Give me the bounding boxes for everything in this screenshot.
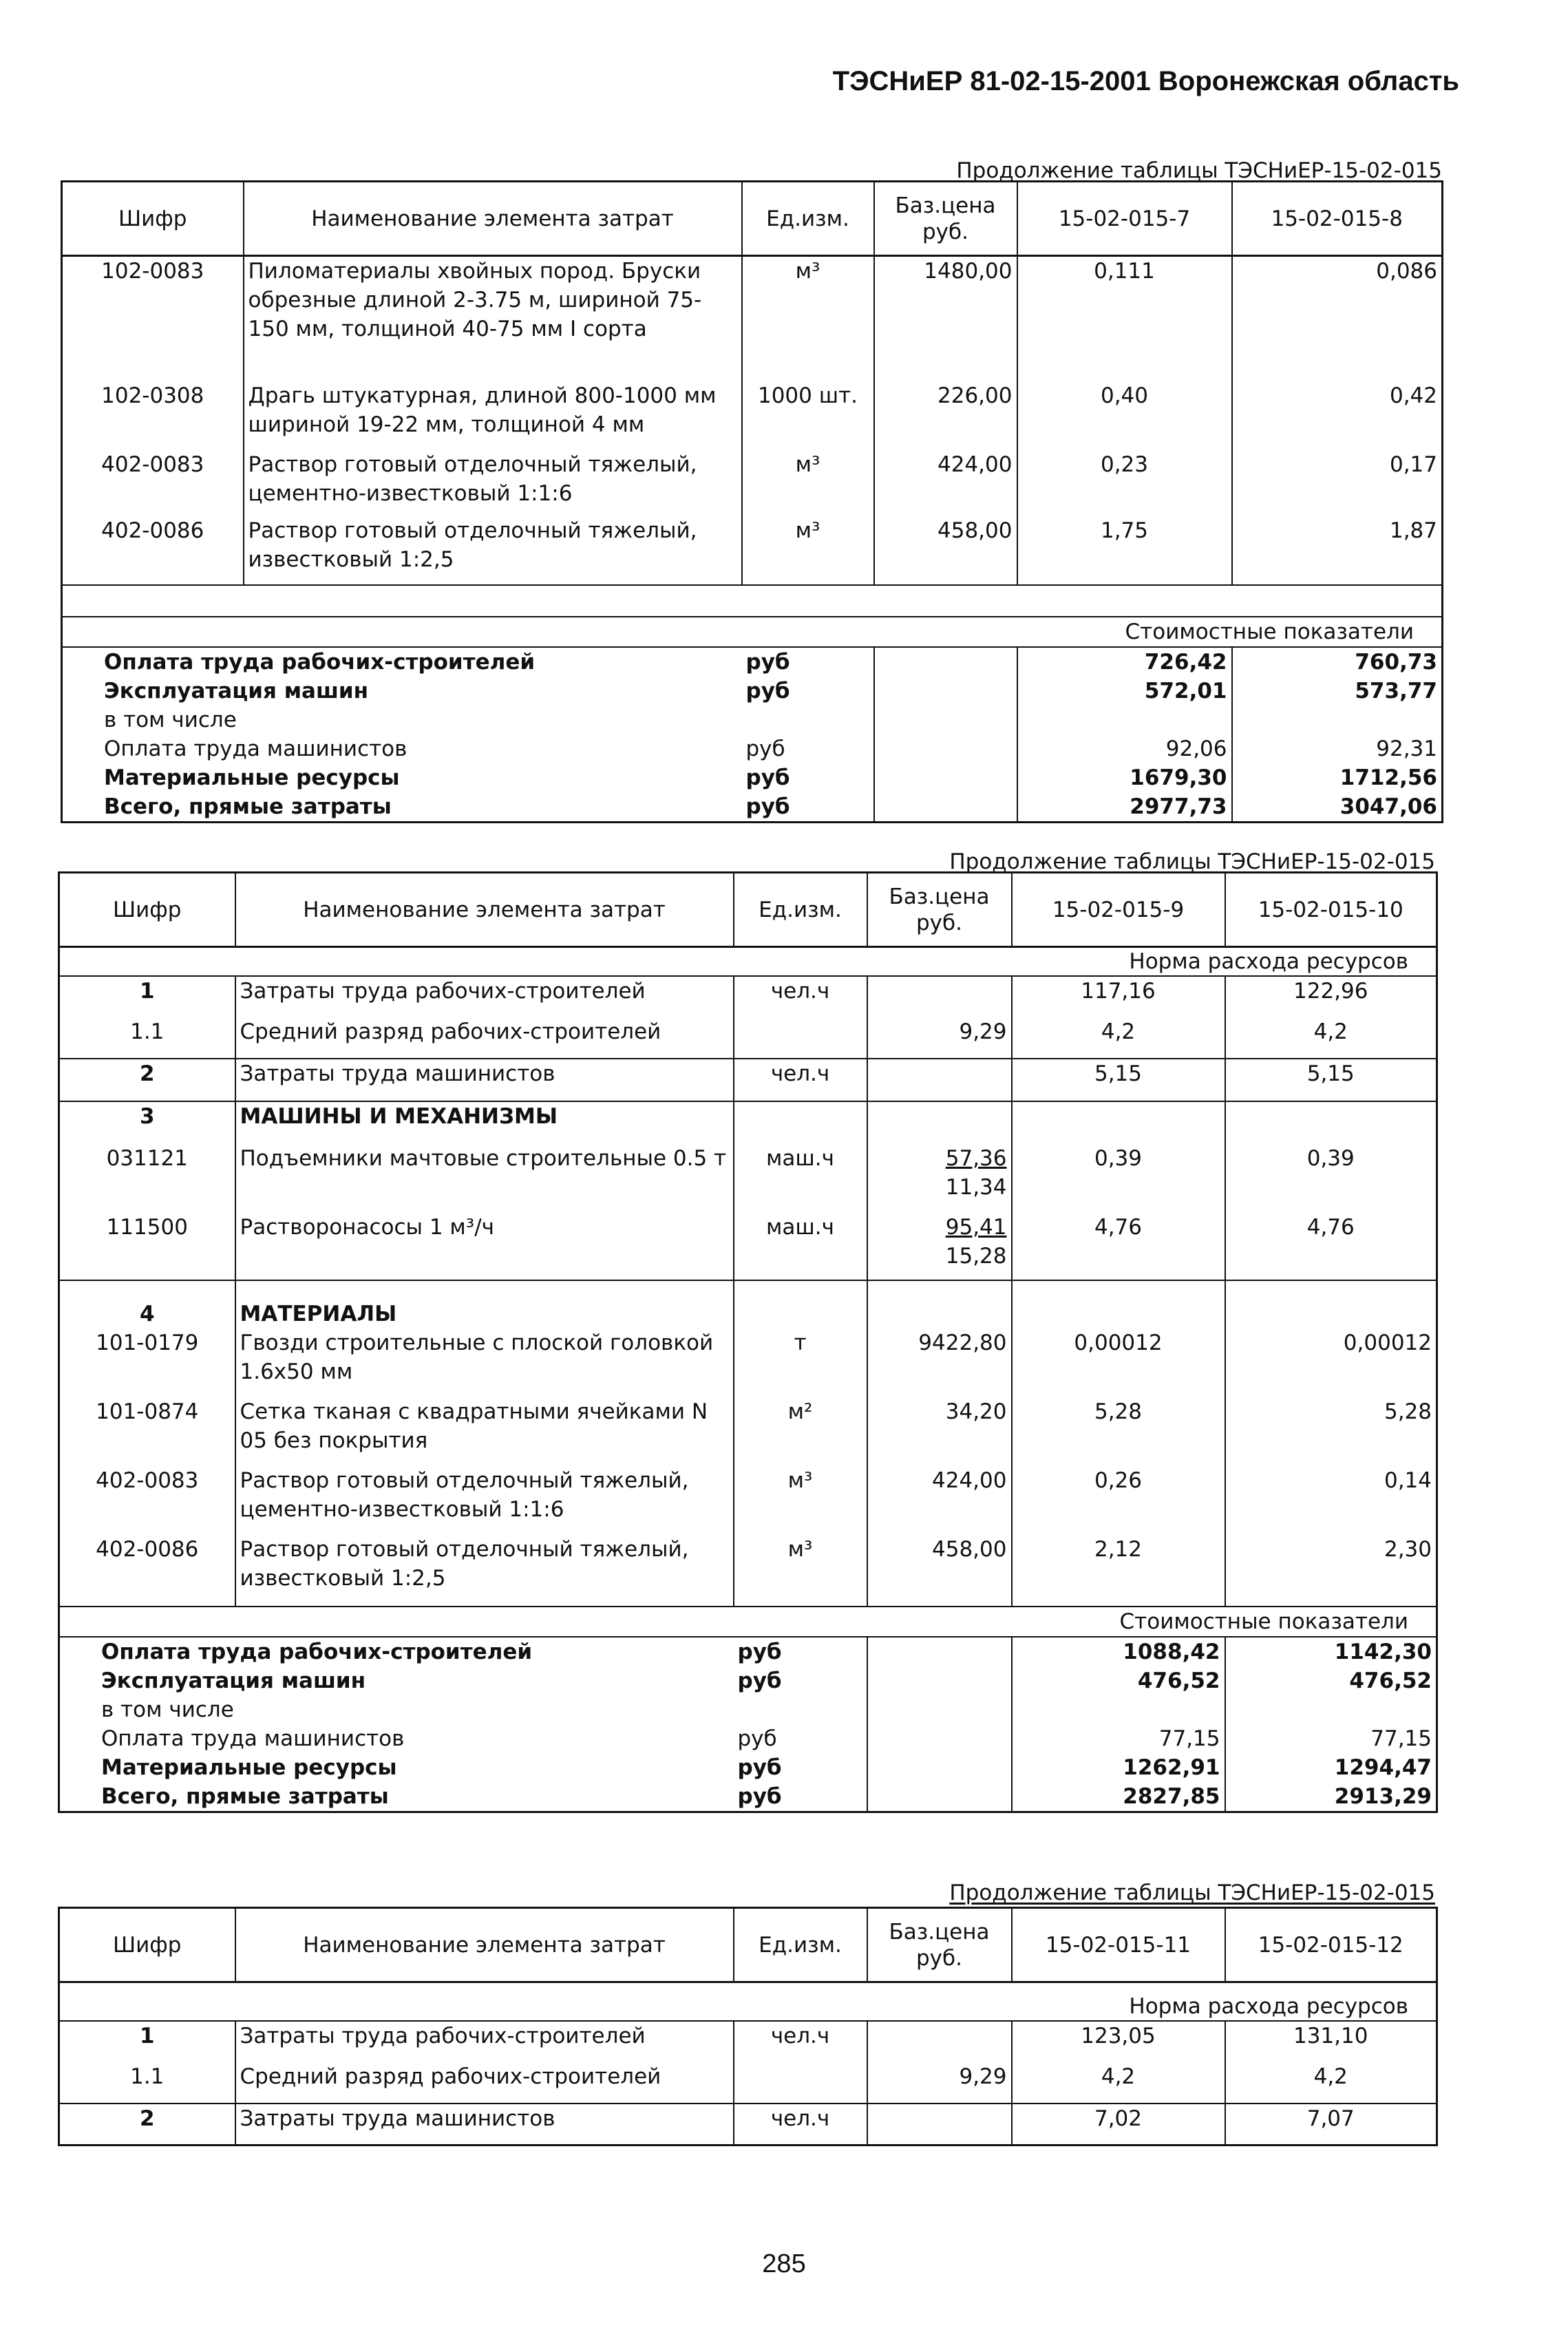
row-value-2: 1,87	[1232, 516, 1443, 585]
cost-value-2: 92,31	[1232, 734, 1443, 763]
cost-label: Всего, прямые затраты	[104, 794, 392, 819]
row-name: Гвозди строительные с плоской головкой 1.6х50 мм	[235, 1328, 734, 1397]
row-value-1: 0,00012	[1012, 1328, 1225, 1397]
row-value-2: 0,42	[1232, 381, 1443, 450]
row-unit: м³	[742, 256, 874, 381]
cost-value-2: 1294,47	[1225, 1753, 1437, 1782]
table-row	[59, 1213, 1437, 1280]
cost-value-1: 1679,30	[1017, 763, 1232, 792]
row-price	[867, 2104, 1012, 2145]
cost-value-1: 92,06	[1017, 734, 1232, 763]
row-value-2: 0,14	[1225, 1466, 1437, 1535]
cost-value-1: 2827,85	[1012, 1782, 1225, 1812]
cost-row	[59, 1666, 1437, 1695]
row-code: 402-0083	[96, 1468, 199, 1493]
row-value-2: 4,2	[1225, 1017, 1437, 1059]
row-code: 1	[59, 976, 235, 1017]
cost-value-2: 476,52	[1225, 1666, 1437, 1695]
row-value-1: 0,26	[1012, 1466, 1225, 1535]
row-code: 1	[59, 2021, 235, 2062]
cost-value-2: 1712,56	[1232, 763, 1443, 792]
section-title: МАТЕРИАЛЫ	[235, 1280, 734, 1328]
cost-row	[62, 734, 1443, 763]
row-value-1: 117,16	[1012, 976, 1225, 1017]
cost-value-2: 3047,06	[1232, 792, 1443, 823]
row-name: Затраты труда машинистов	[235, 2104, 734, 2145]
table1-head-unit: Ед.изм.	[742, 182, 874, 256]
row-unit: м³	[742, 450, 874, 516]
cost-row	[62, 763, 1443, 792]
table1-head-price: Баз.цена руб.	[874, 182, 1017, 256]
table-row	[59, 2104, 1437, 2145]
row-name: Пиломатериалы хвойных пород. Бруски обрезные длиной 2-3.75 м, шириной 75-150 мм, толщиной 40-75 мм I сорта	[244, 256, 742, 381]
table1-head-col2: 15-02-015-8	[1232, 182, 1443, 256]
row-price: 34,20	[867, 1397, 1012, 1466]
row-name: Средний разряд рабочих-строителей	[235, 1017, 734, 1059]
table2-head-code: Шифр	[59, 873, 235, 947]
row-value-1: 0,23	[1017, 450, 1232, 516]
row-value-2: 5,28	[1225, 1397, 1437, 1466]
row-unit	[734, 1017, 867, 1059]
cost-row	[59, 1753, 1437, 1782]
table3-head-col1: 15-02-015-11	[1012, 1908, 1225, 1982]
table2-head-unit: Ед.изм.	[734, 873, 867, 947]
norm-band	[59, 1982, 1437, 2022]
row-code: 2	[59, 2104, 235, 2145]
row-price: 9422,80	[867, 1328, 1012, 1397]
section-row	[59, 1101, 1437, 1144]
table-row	[59, 1466, 1437, 1535]
cost-row	[59, 1637, 1437, 1666]
cost-unit: руб	[737, 1726, 777, 1751]
row-unit: чел.ч	[734, 2021, 867, 2062]
section-row	[59, 1280, 1437, 1328]
cost-value-2: 77,15	[1225, 1724, 1437, 1753]
row-code: 1.1	[130, 2064, 165, 2089]
row-name: Раствор готовый отделочный тяжелый, цементно-известковый 1:1:6	[244, 450, 742, 516]
cost-band-label-row	[62, 617, 1443, 647]
cost-value-2: 573,77	[1232, 677, 1443, 706]
row-code: 031121	[106, 1146, 188, 1171]
row-code: 402-0086	[101, 518, 204, 543]
row-name: Затраты труда машинистов	[235, 1059, 734, 1101]
row-name: Сетка тканая с квадратными ячейками N 05 без покрытия	[235, 1397, 734, 1466]
row-unit	[734, 2062, 867, 2104]
row-code: 402-0083	[101, 452, 204, 477]
table2-head-name: Наименование элемента затрат	[235, 873, 734, 947]
row-value-2: 5,15	[1225, 1059, 1437, 1101]
row-value-2: 4,2	[1225, 2062, 1437, 2104]
row-unit: м³	[734, 1466, 867, 1535]
row-unit: маш.ч	[734, 1144, 867, 1213]
row-unit: чел.ч	[734, 2104, 867, 2145]
cost-label: Эксплуатация машин	[101, 1668, 366, 1693]
row-name: Затраты труда рабочих-строителей	[235, 2021, 734, 2062]
row-value-1: 123,05	[1012, 2021, 1225, 2062]
cost-row	[62, 647, 1443, 677]
cost-label: Материальные ресурсы	[104, 765, 400, 790]
row-value-2: 131,10	[1225, 2021, 1437, 2062]
section-code: 3	[59, 1101, 235, 1144]
row-unit: т	[734, 1328, 867, 1397]
cost-value-1: 476,52	[1012, 1666, 1225, 1695]
row-name: Драгь штукатурная, длиной 800-1000 мм шириной 19-22 мм, толщиной 4 мм	[244, 381, 742, 450]
cost-unit: руб	[745, 794, 790, 819]
table-row	[59, 2062, 1437, 2104]
row-value-2: 7,07	[1225, 2104, 1437, 2145]
table-row	[59, 1017, 1437, 1059]
row-name: Растворонасосы 1 м³/ч	[235, 1213, 734, 1280]
cost-row	[59, 1695, 1437, 1724]
cost-label: Оплата труда машинистов	[104, 736, 407, 761]
cost-label: Эксплуатация машин	[104, 678, 369, 703]
row-price: 1480,00	[874, 256, 1017, 381]
row-price: 458,00	[874, 516, 1017, 585]
row-value-1: 7,02	[1012, 2104, 1225, 2145]
row-code: 102-0308	[101, 383, 204, 408]
cost-row	[62, 706, 1443, 734]
row-unit: м³	[742, 516, 874, 585]
row-value-2: 4,76	[1225, 1213, 1437, 1280]
row-value-1: 2,12	[1012, 1535, 1225, 1607]
row-value-1: 5,28	[1012, 1397, 1225, 1466]
row-code: 111500	[106, 1215, 188, 1240]
table3-head-name: Наименование элемента затрат	[235, 1908, 734, 1982]
row-price: 458,00	[867, 1535, 1012, 1607]
table-row	[59, 1059, 1437, 1101]
table2-head-col1: 15-02-015-9	[1012, 873, 1225, 947]
row-unit: 1000 шт.	[742, 381, 874, 450]
table-row	[62, 516, 1443, 585]
row-unit: м³	[734, 1535, 867, 1607]
row-value-1: 0,111	[1017, 256, 1232, 381]
table1-head-col1: 15-02-015-7	[1017, 182, 1232, 256]
row-value-1: 4,76	[1012, 1213, 1225, 1280]
row-value-1: 4,2	[1012, 1017, 1225, 1059]
table-row	[62, 450, 1443, 516]
table-row	[62, 381, 1443, 450]
cost-row	[59, 1782, 1437, 1812]
row-name: Подъемники мачтовые строительные 0.5 т	[235, 1144, 734, 1213]
row-price: 57,36	[945, 1146, 1007, 1171]
table-row	[59, 1144, 1437, 1213]
cost-row	[62, 792, 1443, 823]
page-header-title: ТЭСНиЕР 81-02-15-2001 Воронежская область	[832, 66, 1459, 96]
row-price	[867, 976, 1012, 1017]
row-value-2: 0,17	[1232, 450, 1443, 516]
row-price-machinist: 11,34	[945, 1175, 1007, 1200]
norm-band-label: Норма расхода ресурсов	[1129, 1994, 1408, 2019]
row-value-1: 1,75	[1017, 516, 1232, 585]
row-name: Средний разряд рабочих-строителей	[235, 2062, 734, 2104]
table1	[61, 180, 1443, 823]
row-price-machinist: 15,28	[945, 1244, 1007, 1269]
cost-label: Оплата труда рабочих-строителей	[59, 1637, 734, 1666]
row-name: Раствор готовый отделочный тяжелый, цементно-известковый 1:1:6	[235, 1466, 734, 1535]
table-row	[62, 256, 1443, 381]
row-price: 95,41	[945, 1215, 1007, 1240]
cost-label: Оплата труда машинистов	[101, 1726, 405, 1751]
section-code: 4	[59, 1280, 235, 1328]
row-value-2: 0,00012	[1225, 1328, 1437, 1397]
row-value-1: 0,40	[1017, 381, 1232, 450]
cost-unit: руб	[737, 1755, 782, 1780]
cost-unit: руб	[737, 1668, 782, 1693]
table2-continuation: Продолжение таблицы ТЭСНиЕР-15-02-015	[949, 849, 1435, 874]
cost-value-1: 726,42	[1017, 647, 1232, 677]
row-unit: маш.ч	[734, 1213, 867, 1280]
row-price: 424,00	[867, 1466, 1012, 1535]
cost-label: Материальные ресурсы	[101, 1755, 397, 1780]
cost-value-1: 2977,73	[1017, 792, 1232, 823]
cost-band	[62, 585, 1443, 617]
table-row	[59, 2021, 1437, 2062]
row-name: Раствор готовый отделочный тяжелый, известковый 1:2,5	[244, 516, 742, 585]
cost-label: Всего, прямые затраты	[101, 1784, 389, 1809]
row-price: 424,00	[874, 450, 1017, 516]
cost-value-1: 1088,42	[1012, 1637, 1225, 1666]
cost-row	[62, 677, 1443, 706]
table1-head-code: Шифр	[62, 182, 244, 256]
table1-continuation: Продолжение таблицы ТЭСНиЕР-15-02-015	[956, 158, 1442, 183]
cost-value-2: 760,73	[1232, 647, 1443, 677]
table2-head-col2: 15-02-015-10	[1225, 873, 1437, 947]
cost-unit: руб	[745, 736, 785, 761]
row-name: Раствор готовый отделочный тяжелый, известковый 1:2,5	[235, 1535, 734, 1607]
row-unit: чел.ч	[734, 976, 867, 1017]
row-code: 2	[59, 1059, 235, 1101]
row-value-2: 2,30	[1225, 1535, 1437, 1607]
row-code: 1.1	[130, 1019, 165, 1044]
cost-label: в том числе	[101, 1697, 234, 1722]
table3	[58, 1907, 1438, 2146]
table2-head-price: Баз.цена руб.	[867, 873, 1012, 947]
norm-band-label: Норма расхода ресурсов	[1129, 949, 1408, 974]
cost-value-1: 572,01	[1017, 677, 1232, 706]
row-value-2: 0,39	[1225, 1144, 1437, 1213]
cost-band-label: Стоимостные показатели	[62, 617, 1443, 647]
cost-label: Оплата труда рабочих-строителей	[62, 647, 742, 677]
cost-value-2: 1142,30	[1225, 1637, 1437, 1666]
row-value-1: 0,39	[1012, 1144, 1225, 1213]
section-title: МАШИНЫ И МЕХАНИЗМЫ	[235, 1101, 734, 1144]
row-value-2: 122,96	[1225, 976, 1437, 1017]
cost-label: в том числе	[104, 707, 237, 732]
table3-head-unit: Ед.изм.	[734, 1908, 867, 1982]
cost-value-1: 77,15	[1012, 1724, 1225, 1753]
row-price: 9,29	[867, 2062, 1012, 2104]
cost-value-2: 2913,29	[1225, 1782, 1437, 1812]
table2	[58, 871, 1438, 1813]
cost-band-label: Стоимостные показатели	[59, 1607, 1437, 1637]
row-code: 101-0874	[96, 1399, 199, 1424]
cost-value-1: 1262,91	[1012, 1753, 1225, 1782]
row-code: 102-0083	[101, 259, 204, 284]
row-value-2: 0,086	[1232, 256, 1443, 381]
cost-unit: руб	[734, 1637, 867, 1666]
table3-head-col2: 15-02-015-12	[1225, 1908, 1437, 1982]
table3-continuation: Продолжение таблицы ТЭСНиЕР-15-02-015	[949, 1880, 1435, 1905]
row-unit: чел.ч	[734, 1059, 867, 1101]
row-value-1: 5,15	[1012, 1059, 1225, 1101]
row-price	[867, 2021, 1012, 2062]
cost-band-label-row	[59, 1607, 1437, 1637]
row-price: 9,29	[867, 1017, 1012, 1059]
row-code: 101-0179	[96, 1331, 199, 1355]
table3-head-code: Шифр	[59, 1908, 235, 1982]
cost-unit: руб	[745, 765, 790, 790]
page-number: 285	[762, 2249, 806, 2278]
row-price	[867, 1059, 1012, 1101]
row-name: Затраты труда рабочих-строителей	[235, 976, 734, 1017]
row-price: 226,00	[874, 381, 1017, 450]
cost-unit: руб	[745, 678, 790, 703]
cost-row	[59, 1724, 1437, 1753]
row-code: 402-0086	[96, 1537, 199, 1562]
table3-head-price: Баз.цена руб.	[867, 1908, 1012, 1982]
cost-unit: руб	[737, 1784, 782, 1809]
cost-unit: руб	[742, 647, 874, 677]
table-row	[59, 1328, 1437, 1397]
table-row	[59, 1535, 1437, 1607]
row-unit: м²	[734, 1397, 867, 1466]
table-row	[59, 976, 1437, 1017]
table-row	[59, 1397, 1437, 1466]
row-value-1: 4,2	[1012, 2062, 1225, 2104]
norm-band	[59, 947, 1437, 977]
table1-head-name: Наименование элемента затрат	[244, 182, 742, 256]
